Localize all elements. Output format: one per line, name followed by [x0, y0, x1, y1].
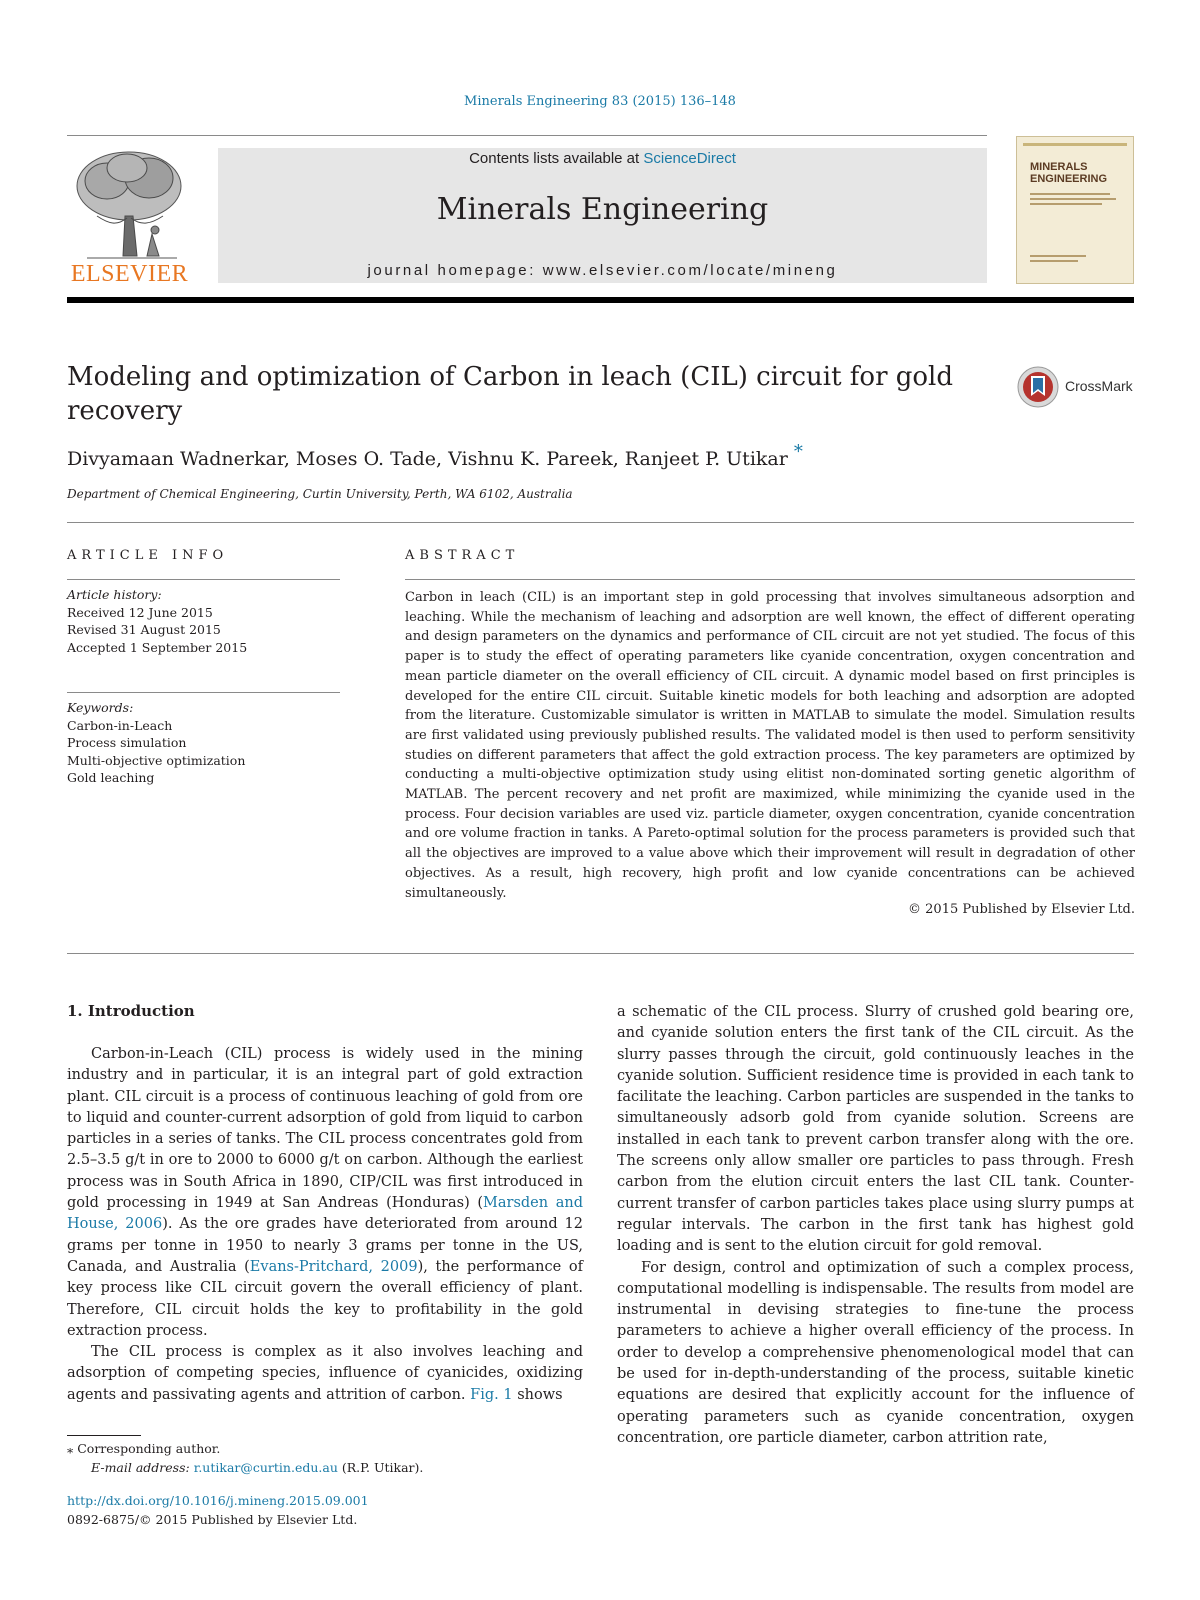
crossmark-icon	[1017, 366, 1059, 408]
article-info-rule	[67, 579, 340, 580]
crossmark-badge[interactable]	[1017, 366, 1137, 408]
body-column-left	[67, 1044, 583, 1406]
footnote-mark: ⁎	[67, 1441, 74, 1456]
keyword-item: Multi-objective optimization	[67, 752, 246, 768]
intro-paragraph-1: Carbon-in-Leach (CIL) process is widely used in the mining industry and in particular, it is an integral part of gold extraction plant. CIL circuit is a process of continuous leaching of gold from ore to liquid and counter-current adsorption of gold from liquid to carbon particles in a series of tanks. The CIL process concentrates gold from 2.5–3.5 g/t in ore to 2000 to 6000 g/t on carbon. Although the earliest process was in South Africa in 1890, CIP/CIL was first introduced in gold processing in 1949 at San Andreas (Honduras) (Marsden and House, 2006). As the ore grades have deteriorated from around 12 grams per tonne in 1950 to nearly 3 grams per tonne in the US, Canada, and Australia (Evans-Pritchard, 2009), the performance of key process like CIL circuit govern the overall efficiency of plant. Therefore, CIL circuit holds the key to profitability in the gold extraction process.	[67, 1046, 583, 1339]
keywords-block	[67, 699, 347, 787]
issn-copyright: 0892-6875/© 2015 Published by Elsevier Ltd.	[67, 1512, 358, 1527]
keywords-label: Keywords:	[67, 700, 134, 715]
journal-title: Minerals Engineering	[436, 192, 769, 227]
author-list	[67, 441, 1067, 470]
intro-paragraph-2-continued: a schematic of the CIL process. Slurry of crushed gold bearing ore, and cyanide solution enters the first tank of the CIL circuit. As the slurry passes through the circuit, gold continuously leaches in the cyanide solution. Sufficient residence time is provided in each tank to facilitate the leaching. Carbon particles are suspended in the tanks to simultaneously adsorb gold from cyanide solution. Screens are installed in each tank to prevent carbon transfer along with the ore. The screens only allow smaller ore particles to pass through. Fresh carbon from the elution circuit enters the last CIL tank. Counter-current transfer of carbon particles takes place using slurry pumps at regular intervals. The carbon in the first tank has highest gold loading and is sent to the elution circuit for gold removal.	[617, 1004, 1134, 1255]
keywords-rule	[67, 692, 340, 693]
footnote-text: Corresponding author.	[77, 1441, 221, 1456]
masthead-rule	[67, 297, 1134, 303]
abstract-heading: ABSTRACT	[405, 548, 520, 563]
accepted-date: Accepted 1 September 2015	[67, 639, 248, 655]
keyword-item: Process simulation	[67, 735, 187, 750]
citation-link[interactable]: Evans-Pritchard, 2009	[249, 1258, 418, 1275]
email-footnote	[91, 1460, 423, 1475]
authors-text: Divyamaan Wadnerkar, Moses O. Tade, Vishnu K. Pareek, Ranjeet P. Utikar	[67, 448, 788, 470]
history-label: Article history:	[67, 587, 162, 602]
section-heading-introduction: 1. Introduction	[67, 1002, 195, 1020]
affiliation: Department of Chemical Engineering, Curtin University, Perth, WA 6102, Australia	[67, 487, 573, 501]
abstract-copyright: © 2015 Published by Elsevier Ltd.	[908, 902, 1135, 917]
homepage-link[interactable]: www.elsevier.com/locate/mineng	[542, 262, 838, 279]
revised-date: Revised 31 August 2015	[67, 622, 221, 637]
journal-reference-link[interactable]: Minerals Engineering 83 (2015) 136–148	[464, 94, 736, 109]
email-link[interactable]: r.utikar@curtin.edu.au	[193, 1460, 338, 1475]
email-label: E-mail address:	[91, 1460, 190, 1475]
citation-link[interactable]: Marsden and House, 2006	[67, 1195, 583, 1233]
title-rule	[67, 522, 1134, 523]
doi-link[interactable]: http://dx.doi.org/10.1016/j.mineng.2015.09.001	[67, 1493, 369, 1508]
abstract-rule	[405, 579, 1135, 580]
article-title: Modeling and optimization of Carbon in leach (CIL) circuit for gold recovery	[67, 362, 954, 426]
journal-homepage	[218, 262, 987, 279]
footnote-rule	[67, 1435, 141, 1436]
intro-paragraph-2: The CIL process is complex as it also involves leaching and adsorption of competing species, influence of cyanicides, oxidizing agents and passivating agents and attrition of carbon. Fig. 1 shows	[67, 1344, 583, 1403]
received-date: Received 12 June 2015	[67, 604, 213, 620]
keyword-item: Gold leaching	[67, 770, 155, 785]
journal-cover-thumbnail[interactable]	[1016, 136, 1134, 284]
contents-prefix: Contents lists available at	[469, 150, 644, 167]
email-owner: (R.P. Utikar).	[341, 1460, 424, 1475]
contents-availability	[218, 150, 987, 167]
keyword-item: Carbon-in-Leach	[67, 717, 173, 733]
intro-paragraph-3: For design, control and optimization of such a complex process, computational modelling is indispensable. The results from model are instrumental in devising strategies to fine-tune the process parameters to achieve a higher overall efficiency of the process. In order to develop a comprehensive phenomenological model that can be used for in-depth-understanding of the process, suitable kinetic equations are desired that explicitly account for the influence of operating parameters such as cyanide concentration, oxygen concentration, ore particle diameter, carbon attrition rate,	[617, 1259, 1134, 1446]
cover-title: MINERALS ENGINEERING	[1030, 161, 1108, 185]
figure-link[interactable]: Fig. 1	[470, 1386, 513, 1403]
header-rule	[67, 135, 987, 136]
homepage-prefix: journal homepage:	[367, 262, 543, 279]
abstract-text: Carbon in leach (CIL) is an important step in gold processing that involves simultaneous adsorption and leaching. While the mechanism of leaching and adsorption are well known, the effect of different operating and design parameters on the dynamics and performance of CIL circuit are not yet studied. The focus of this paper is to study the effect of operating parameters like cyanide concentration, oxygen concentration and mean particle diameter on the overall efficiency of CIL circuit. A dynamic model based on first principles is developed for the entire CIL circuit. Suitable kinetic models for both leaching and adsorption are adopted from the literature. Customizable simulator is written in MATLAB to simulate the model. Simulation results are first validated using previously published results. The validated model is then used to perform sensitivity studies on different parameters that affect the gold extraction process. The key parameters are optimized by conducting a multi-objective optimization study using elitist non-dominated sorting genetic algorithm of MATLAB. The percent recovery and net profit are maximized, while minimizing the cyanide used in the process. Four decision variables are used viz. particle diameter, oxygen concentration, cyanide concentration and ore volume fraction in tanks. A Pareto-optimal solution for the process parameters is provided such that all the objectives are improved to a value above which their improvement will result in degradation of other objectives. As a result, high recovery, high profit and low cyanide concentrations can be achieved simultaneously.	[405, 590, 1135, 901]
crossmark-label: CrossMark	[1065, 378, 1133, 394]
corresponding-author-footnote	[67, 1441, 220, 1456]
abstract-bottom-rule	[67, 953, 1134, 954]
publisher-name[interactable]: ELSEVIER	[70, 261, 189, 287]
body-column-right	[617, 1002, 1134, 1449]
article-info-heading: ARTICLE INFO	[67, 548, 229, 563]
corresponding-author-mark[interactable]: *	[793, 441, 803, 463]
article-history	[67, 586, 347, 656]
cover-band	[1023, 143, 1127, 146]
sciencedirect-link[interactable]: ScienceDirect	[643, 150, 736, 167]
